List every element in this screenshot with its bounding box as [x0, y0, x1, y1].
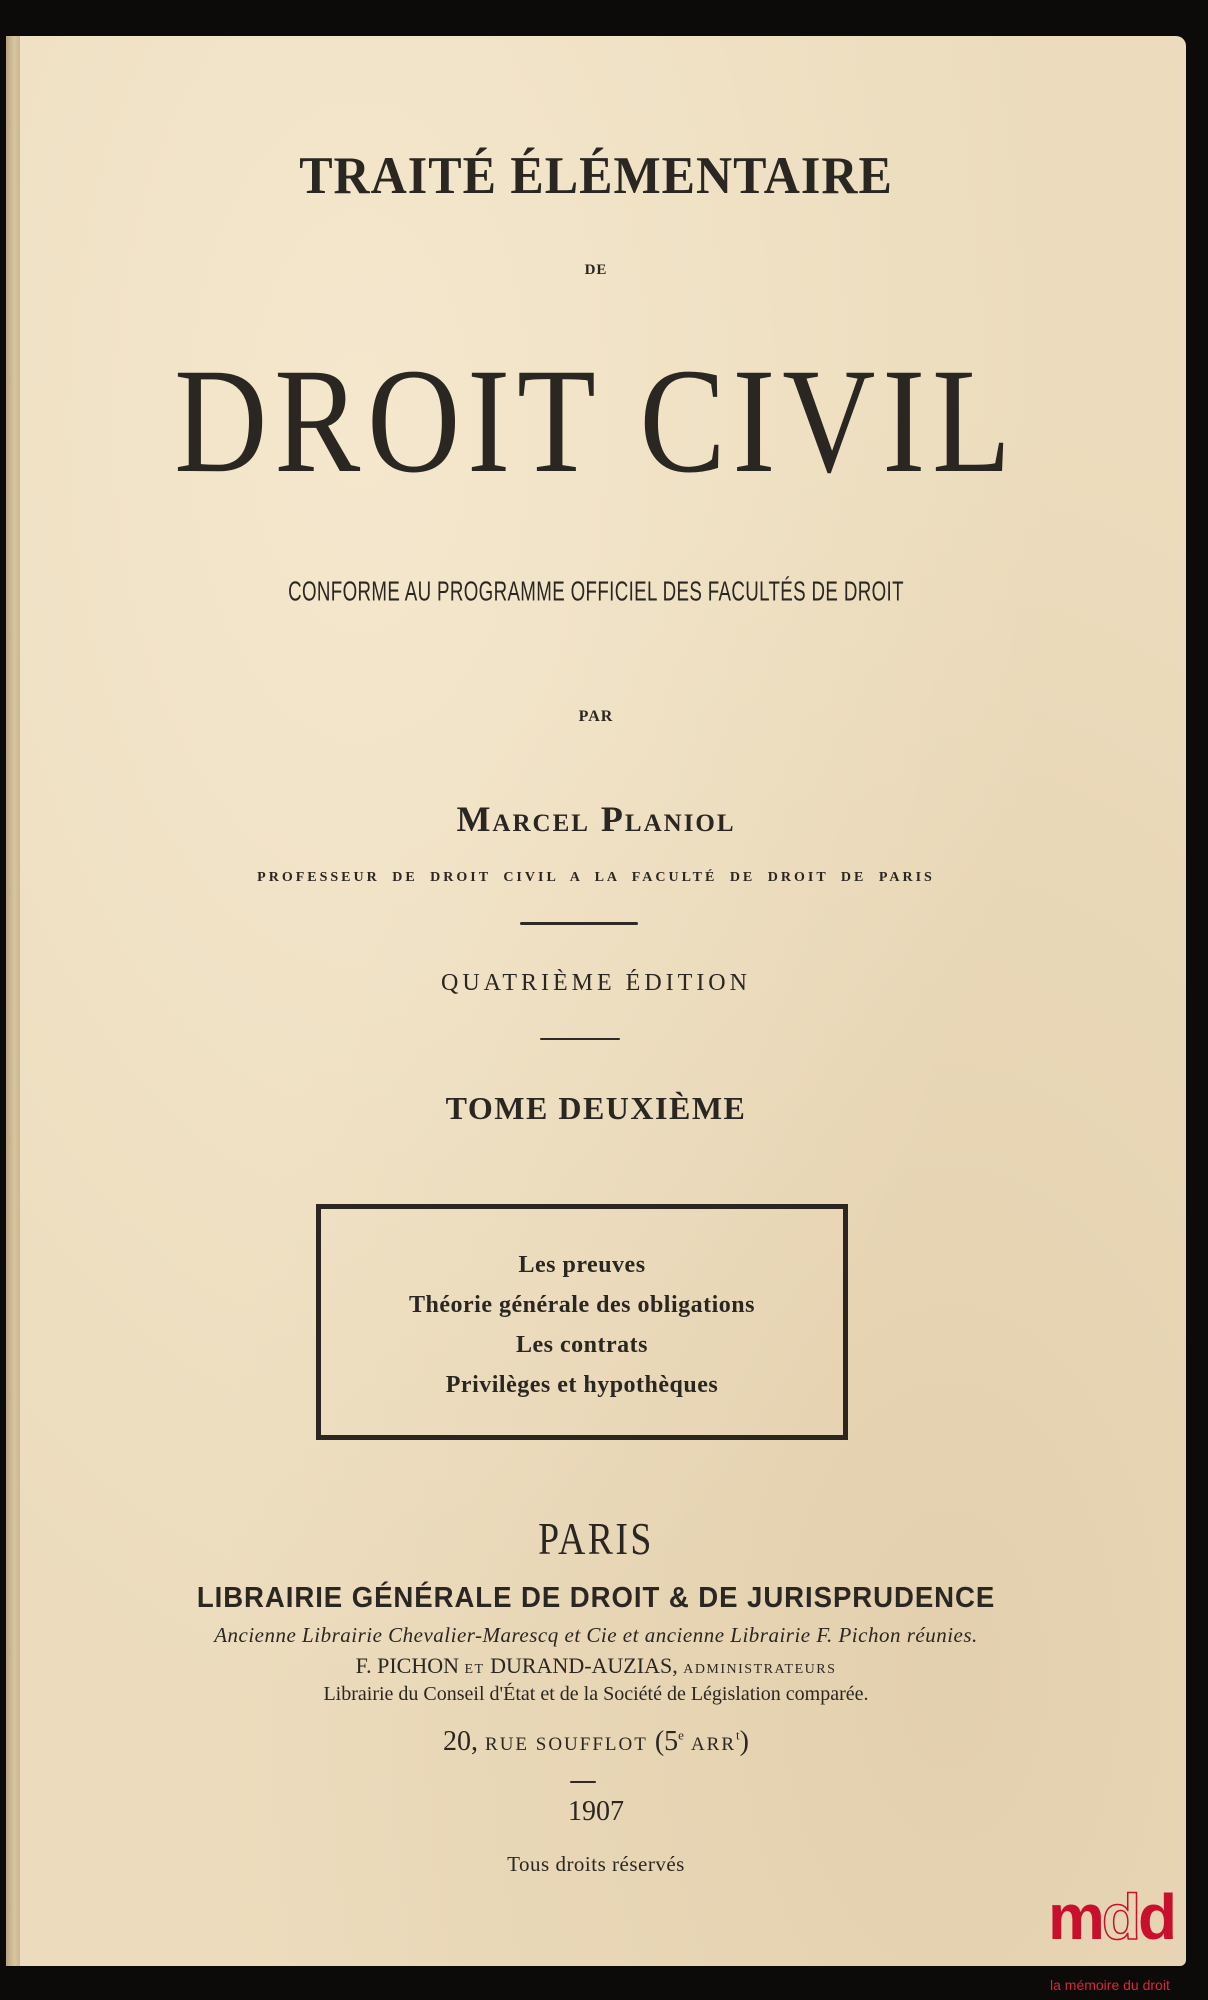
- imprint-city: PARIS: [538, 1513, 654, 1564]
- address-number: 20,: [443, 1726, 479, 1757]
- publication-year: 1907: [568, 1796, 624, 1827]
- publisher-affiliation: Librairie du Conseil d'État et de la Société de Législation comparée.: [323, 1683, 869, 1705]
- address-district-label: ARR: [690, 1734, 737, 1755]
- publisher-address: [6, 1726, 1186, 1758]
- mdd-watermark-logo: [1048, 1881, 1208, 2000]
- mdd-tagline: la mémoire du droit: [1050, 1977, 1170, 1993]
- volume: TOME DEUXIÈME: [445, 1090, 747, 1126]
- mdd-logo-icon: mdd: [1048, 1881, 1175, 1953]
- publisher-administrators: [6, 1653, 1186, 1679]
- address-district-sup: e: [678, 1727, 684, 1743]
- by-label: PAR: [578, 708, 614, 725]
- address-district-close: ): [739, 1726, 749, 1757]
- divider-rule: [540, 1038, 620, 1040]
- administrator-name: DURAND-AUZIAS,: [490, 1653, 678, 1678]
- contents-box: [316, 1204, 848, 1440]
- address-street: RUE SOUFFLOT: [485, 1734, 648, 1755]
- publisher-name: LIBRAIRIE GÉNÉRALE DE DROIT & DE JURISPRUDENCE: [196, 1582, 996, 1614]
- edition: QUATRIÈME ÉDITION: [441, 970, 751, 996]
- subtitle: CONFORME AU PROGRAMME OFFICIEL DES FACULTÉS DE DROIT: [288, 575, 904, 607]
- contents-item: Théorie générale des obligations: [409, 1292, 755, 1318]
- divider-rule: [570, 1781, 596, 1783]
- address-district-sup2: t: [736, 1727, 740, 1743]
- author-name: Marcel Planiol: [456, 799, 736, 839]
- contents-item: Les contrats: [516, 1332, 648, 1358]
- administrator-and: ET: [464, 1662, 485, 1677]
- title-page: [6, 36, 1186, 1966]
- series-title: TRAITÉ ÉLÉMENTAIRE: [299, 145, 893, 205]
- title-connector: DE: [584, 262, 608, 278]
- contents-list: [321, 1209, 843, 1405]
- address-district-open: (5: [654, 1726, 679, 1757]
- administrator-name: F. PICHON: [355, 1653, 459, 1678]
- rights-notice: Tous droits réservés: [507, 1852, 685, 1876]
- contents-item: Privilèges et hypothèques: [445, 1372, 719, 1398]
- contents-item: Les preuves: [518, 1252, 646, 1278]
- publisher-former-names: Ancienne Librairie Chevalier-Marescq et Cie et ancienne Librairie F. Pichon réunies.: [214, 1623, 978, 1647]
- main-title: DROIT CIVIL: [174, 338, 1018, 504]
- book-gutter: [6, 36, 20, 1966]
- author-title: PROFESSEUR DE DROIT CIVIL A LA FACULTÉ DE DROIT DE PARIS: [257, 870, 935, 885]
- administrators-label: ADMINISTRATEURS: [683, 1662, 837, 1677]
- divider-rule: [520, 922, 638, 925]
